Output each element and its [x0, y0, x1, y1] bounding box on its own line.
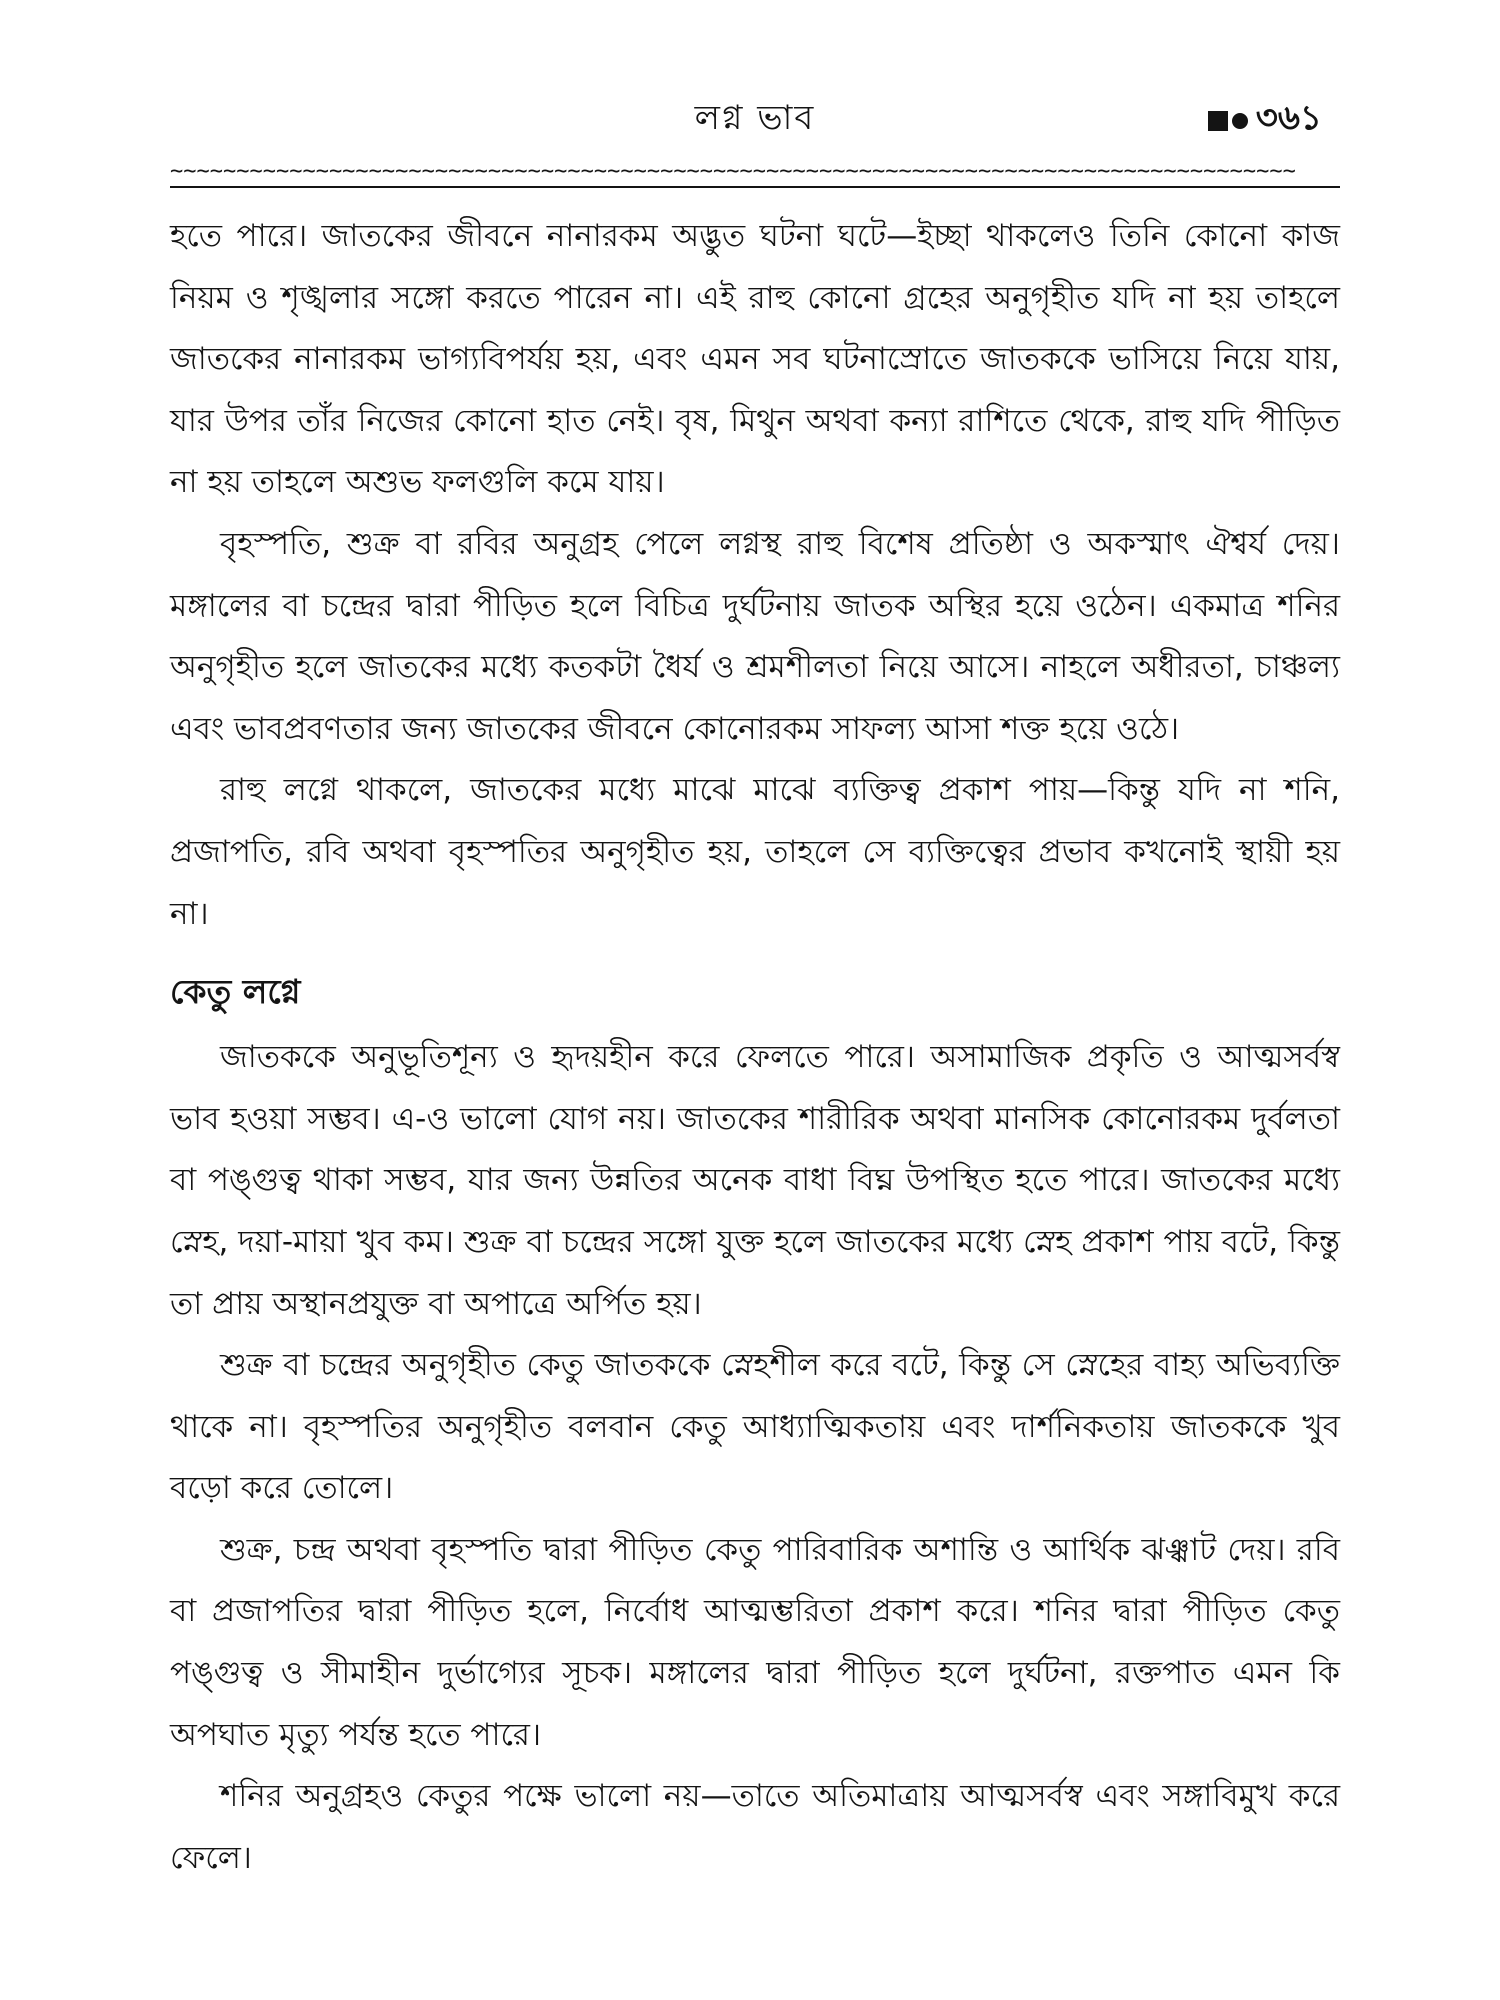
paragraph-ketu-3: শুক্র, চন্দ্র অথবা বৃহস্পতি দ্বারা পীড়িত কেতু পারিবারিক অশান্তি ও আর্থিক ঝঞ্ঝাট দেয়। রবি বা প্রজাপতির দ্বারা পীড়িত হলে, নির্বোধ আত্মম্ভরিতা প্রকাশ করে। শনির দ্বারা পীড়িত কেতু পঙ্গুত্ব ও সীমাহীন দুর্ভাগ্যের সূচক। মঙ্গালের দ্বারা পীড়িত হলে দুর্ঘটনা, রক্তপাত এমন কি অপঘাত মৃত্যু পর্যন্ত হতে পারে। — [170, 1531, 1340, 1753]
book-page — [170, 92, 1340, 1889]
paragraph-ketu-1: জাতককে অনুভূতিশূন্য ও হৃদয়হীন করে ফেলতে পারে। অসামাজিক প্রকৃতি ও আত্মসর্বস্ব ভাব হওয়া সম্ভব। এ-ও ভালো যোগ নয়। জাতকের শারীরিক অথবা মানসিক কোনোরকম দুর্বলতা বা পঙ্গুত্ব থাকা সম্ভব, যার জন্য উন্নতির অনেক বাধা বিঘ্ন উপস্থিত হতে পারে। জাতকের মধ্যে স্নেহ, দয়া-মায়া খুব কম। শুক্র বা চন্দ্রের সঙ্গো যুক্ত হলে জাতকের মধ্যে স্নেহ প্রকাশ পায় বটে, কিন্তু তা প্রায় অস্থানপ্রযুক্ত বা অপাত্রে অর্পিত হয়। — [170, 1039, 1340, 1322]
page-number-block — [1208, 92, 1322, 149]
section-heading-ketu: কেতু লগ্নে — [170, 972, 301, 1012]
dot-ornament-icon — [1232, 113, 1248, 129]
header-rule — [170, 186, 1340, 188]
page-number: ৩৬১ — [1255, 98, 1322, 138]
paragraph-rahu-1: হতে পারে। জাতকের জীবনে নানারকম অদ্ভুত ঘটনা ঘটে—ইচ্ছা থাকলেও তিনি কোনো কাজ নিয়ম ও শৃঙ্খলার সঙ্গো করতে পারেন না। এই রাহু কোনো গ্রহের অনুগৃহীত যদি না হয় তাহলে জাতকের নানারকম ভাগ্যবিপর্যয় হয়, এবং এমন সব ঘটনাস্রোতে জাতককে ভাসিয়ে নিয়ে যায়, যার উপর তাঁর নিজের কোনো হাত নেই। বৃষ, মিথুন অথবা কন্যা রাশিতে থেকে, রাহু যদি পীড়িত না হয় তাহলে অশুভ ফলগুলি কমে যায়। — [170, 218, 1340, 501]
paragraph-ketu-4: শনির অনুগ্রহও কেতুর পক্ষে ভালো নয়—তাতে অতিমাত্রায় আত্মসর্বস্ব এবং সঙ্গাবিমুখ করে ফেলে। — [170, 1778, 1340, 1876]
paragraph-ketu-2: শুক্র বা চন্দ্রের অনুগৃহীত কেতু জাতককে স্নেহশীল করে বটে, কিন্তু সে স্নেহের বাহ্য অভিব্যক্তি থাকে না। বৃহস্পতির অনুগৃহীত বলবান কেতু আধ্যাত্মিকতায় এবং দার্শনিকতায় জাতককে খুব বড়ো করে তোলে। — [170, 1347, 1340, 1507]
wavy-rule: ~~~~~~~~~~~~~~~~~~~~~~~~~~~~~~~~~~~~~~~~~~~~~~~~~~~~~~~~~~~~~~~~~~~~~~~~~~~~~~~~~~~~~ — [170, 160, 1296, 184]
running-title: লগ্ন ভাব — [694, 98, 816, 138]
paragraph-rahu-3: রাহু লগ্নে থাকলে, জাতকের মধ্যে মাঝে মাঝে ব্যক্তিত্ব প্রকাশ পায়—কিন্তু যদি না শনি, প্রজাপতি, রবি অথবা বৃহস্পতির অনুগৃহীত হয়, তাহলে সে ব্যক্তিত্বের প্রভাব কখনোই স্থায়ী হয় না। — [170, 772, 1340, 932]
paragraph-rahu-2: বৃহস্পতি, শুক্র বা রবির অনুগ্রহ পেলে লগ্নস্থ রাহু বিশেষ প্রতিষ্ঠা ও অকস্মাৎ ঐশ্বর্য দেয়। মঙ্গালের বা চন্দ্রের দ্বারা পীড়িত হলে বিচিত্র দুর্ঘটনায় জাতক অস্থির হয়ে ওঠেন। একমাত্র শনির অনুগৃহীত হলে জাতকের মধ্যে কতকটা ধৈর্য ও শ্রমশীলতা নিয়ে আসে। নাহলে অধীরতা, চাঞ্চল্য এবং ভাবপ্রবণতার জন্য জাতকের জীবনে কোনোরকম সাফল্য আসা শক্ত হয়ে ওঠে। — [170, 525, 1340, 747]
running-header — [170, 92, 1340, 152]
square-ornament-icon — [1208, 111, 1228, 131]
